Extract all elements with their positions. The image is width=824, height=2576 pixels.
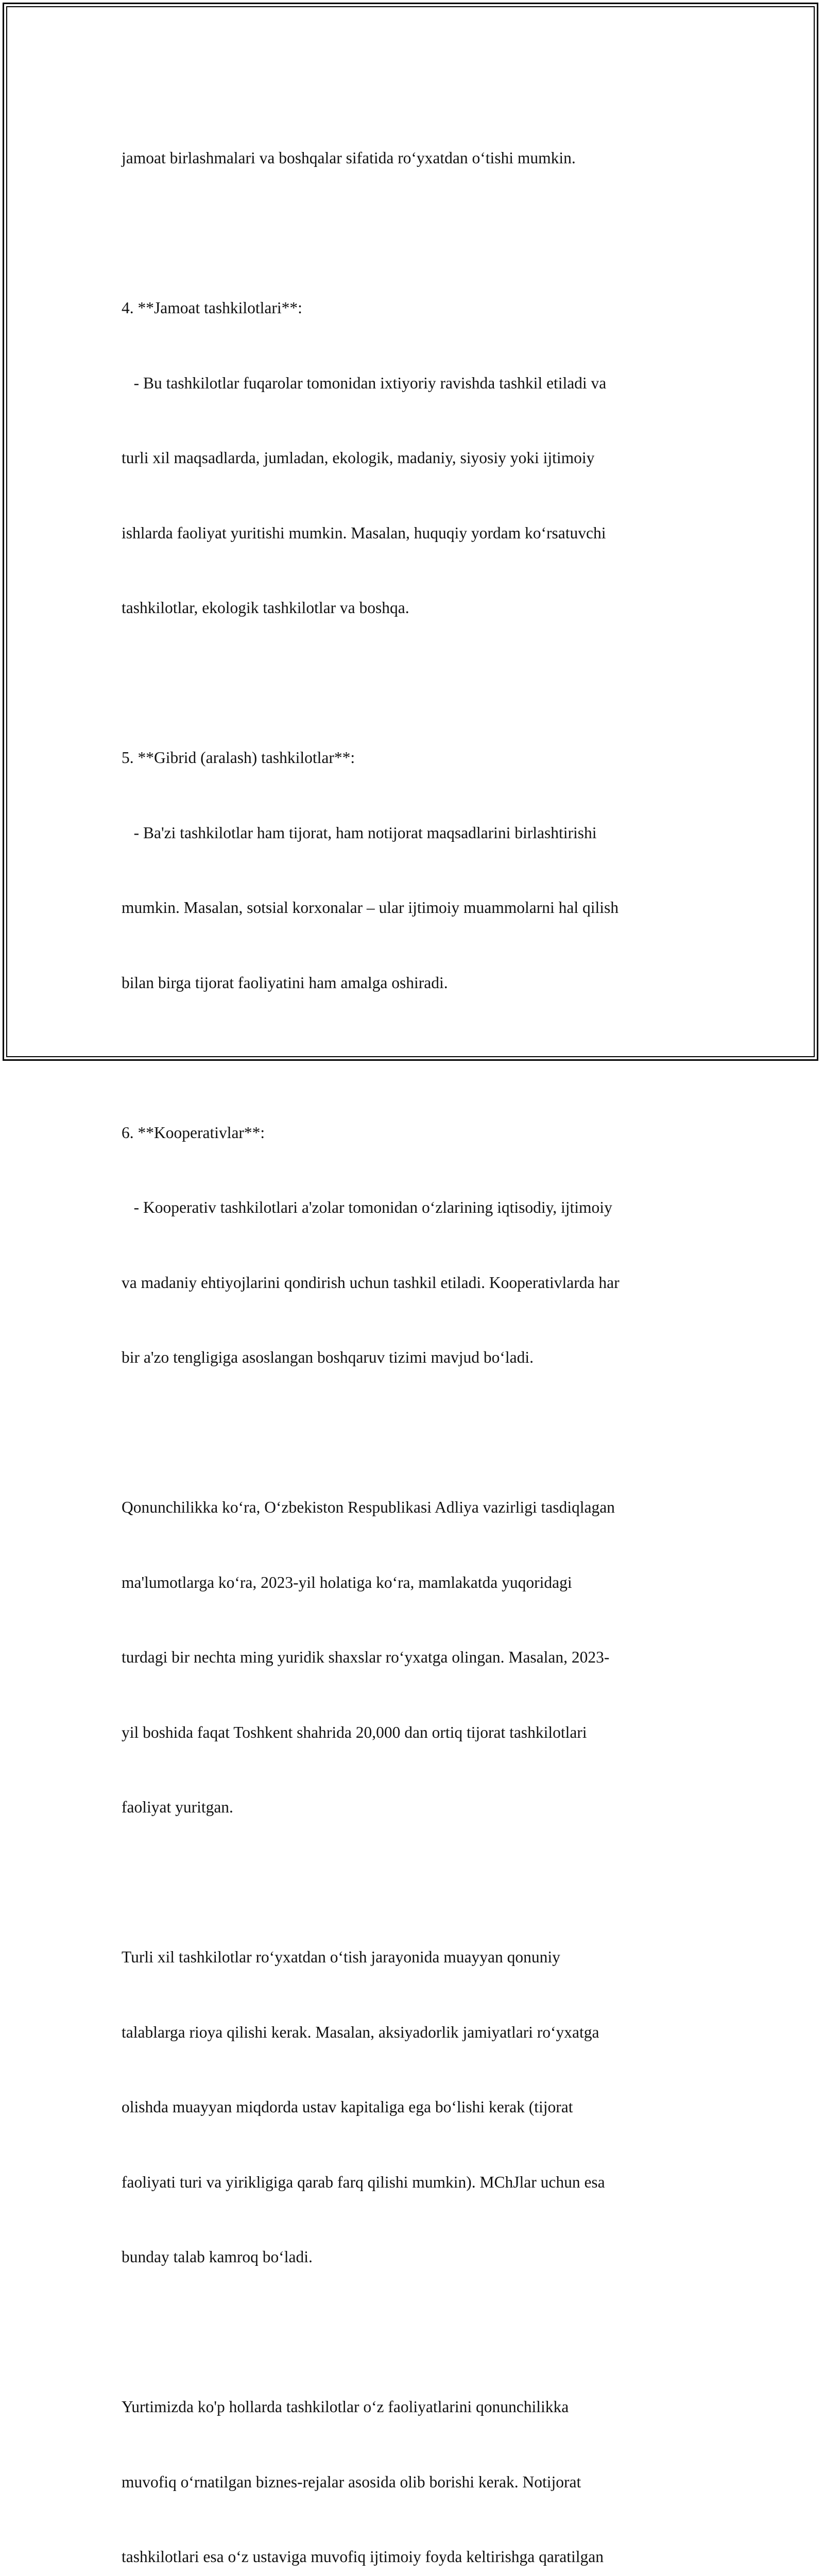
paragraph-yurtimizda [122,2345,714,2576]
text-line: bilan birga tijorat faoliyatini ham amalga oshiradi. [122,973,448,992]
text-line: tashkilotlari esa o‘z ustaviga muvofiq ijtimoiy foyda keltirishga qaratilgan [122,2548,604,2566]
text-line: mumkin. Masalan, sotsial korxonalar – ular ijtimoiy muammolarni hal qilish [122,899,619,917]
paragraph-gibrid-tashkilotlar [122,696,714,1045]
list-heading: 6. **Kooperativlar**: [122,1123,265,1142]
text-line: talablarga rioya qilishi kerak. Masalan, aksiyadorlik jamiyatlari ro‘yxatga [122,2023,599,2041]
text-line: faoliyati turi va yirikligiga qarab farq qilishi mumkin). MChJlar uchun esa [122,2173,605,2191]
text-line: va madaniy ehtiyojlarini qondirish uchun tashkil etiladi. Kooperativlarda har [122,1273,620,1292]
paragraph-royxatdan-otish [122,1895,714,2320]
text-line: yil boshida faqat Toshkent shahrida 20,000 dan ortiq tijorat tashkilotlari [122,1723,587,1741]
text-line: - Ba'zi tashkilotlar ham tijorat, ham notijorat maqsadlarini birlashtirishi [122,823,597,842]
text-line: turli xil maqsadlarda, jumladan, ekologik, madaniy, siyosiy yoki ijtimoiy [122,449,595,467]
text-line: faoliyat yuritgan. [122,1798,233,1816]
text-line: bunday talab kamroq bo‘ladi. [122,2248,313,2266]
paragraph-intro-continuation [122,96,714,221]
text-line: muvofiq o‘rnatilgan biznes-rejalar asosida olib borishi kerak. Notijorat [122,2472,581,2491]
list-heading: 4. **Jamoat tashkilotlari**: [122,299,302,317]
text-line: Turli xil tashkilotlar ro‘yxatdan o‘tish jarayonida muayyan qonuniy [122,1948,560,1966]
text-line: ma'lumotlarga ko‘ra, 2023-yil holatiga ko‘ra, mamlakatda yuqoridagi [122,1573,572,1591]
paragraph-kooperativlar [122,1071,714,1420]
text-line: Yurtimizda ko'p hollarda tashkilotlar o‘z faoliyatlarini qonunchilikka [122,2398,569,2416]
document-body [122,96,714,2576]
text-line: tashkilotlar, ekologik tashkilotlar va boshqa. [122,599,409,617]
list-heading: 5. **Gibrid (aralash) tashkilotlar**: [122,749,355,767]
text-line: olishda muayyan miqdorda ustav kapitaliga ega bo‘lishi kerak (tijorat [122,2098,573,2116]
text-line: Qonunchilikka ko‘ra, O‘zbekiston Respublikasi Adliya vazirligi tasdiqlagan [122,1498,615,1516]
text-line: turdagi bir nechta ming yuridik shaxslar ro‘yxatga olingan. Masalan, 2023- [122,1648,610,1666]
paragraph-jamoat-tashkilotlari [122,246,714,671]
paragraph-qonunchilik [122,1445,714,1870]
text-line: bir a'zo tengligiga asoslangan boshqaruv tizimi mavjud bo‘ladi. [122,1348,534,1366]
text-line: ishlarda faoliyat yuritishi mumkin. Masalan, huquqiy yordam ko‘rsatuvchi [122,523,606,542]
text-line: - Kooperativ tashkilotlari a'zolar tomonidan o‘zlarining iqtisodiy, ijtimoiy [122,1198,612,1216]
text-line: - Bu tashkilotlar fuqarolar tomonidan ixtiyoriy ravishda tashkil etiladi va [122,374,607,392]
text-line: jamoat birlashmalari va boshqalar sifatida ro‘yxatdan o‘tishi mumkin. [122,149,576,167]
